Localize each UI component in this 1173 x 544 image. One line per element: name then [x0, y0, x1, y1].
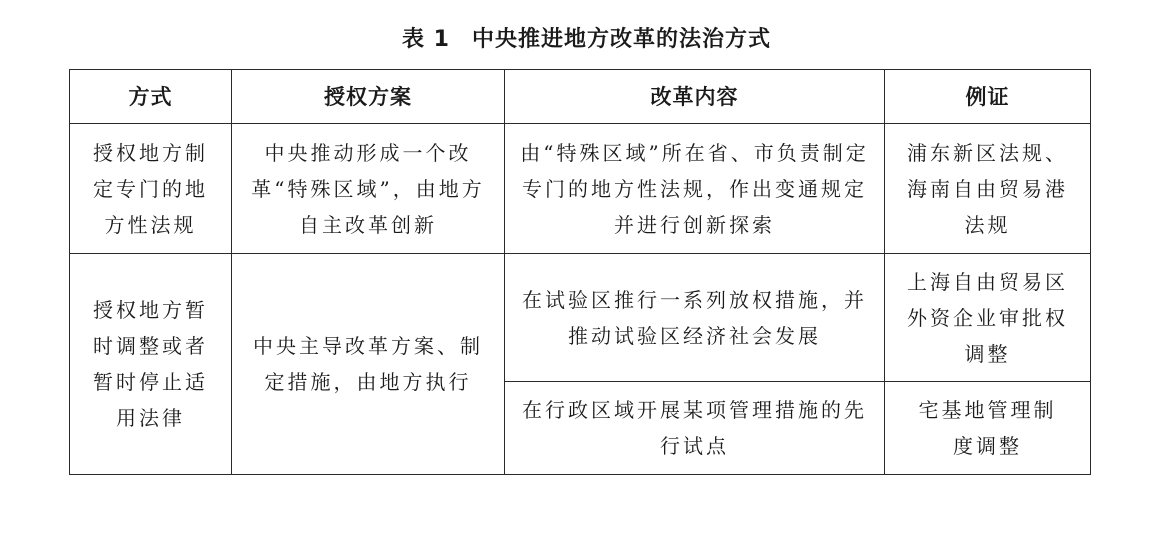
row1-mode-cell: 授权地方制定专门的地方性法规: [70, 124, 232, 254]
header-row: [70, 70, 1091, 124]
row2-plan-cell: 中央主导改革方案、制定措施，由地方执行: [232, 254, 505, 475]
header-content: 改革内容: [505, 70, 885, 124]
row1-content-cell: 由“特殊区域”所在省、市负责制定专门的地方性法规，作出变通规定并进行创新探索: [505, 124, 885, 254]
row1-example-cell: 浦东新区法规、海南自由贸易港法规: [885, 124, 1091, 254]
row2a-example-cell: 上海自由贸易区外资企业审批权调整: [885, 254, 1091, 382]
row2a-content-cell: 在试验区推行一系列放权措施，并推动试验区经济社会发展: [505, 254, 885, 382]
header-example: 例证: [885, 70, 1091, 124]
row2-mode-cell: 授权地方暂时调整或者暂时停止适用法律: [70, 254, 232, 475]
table-number: 表 1: [402, 27, 450, 52]
reform-table: [69, 69, 1091, 475]
row2b-example-cell: 宅基地管理制度调整: [885, 382, 1091, 475]
row1-plan-cell: 中央推动形成一个改革“特殊区域”，由地方自主改革创新: [232, 124, 505, 254]
row2b-content-cell: 在行政区域开展某项管理措施的先行试点: [505, 382, 885, 475]
table-caption: [0, 22, 1173, 53]
table-row: [70, 124, 1091, 254]
table-title: 中央推进地方改革的法治方式: [471, 27, 771, 52]
header-mode: 方式: [70, 70, 232, 124]
header-plan: 授权方案: [232, 70, 505, 124]
table-row: [70, 254, 1091, 382]
